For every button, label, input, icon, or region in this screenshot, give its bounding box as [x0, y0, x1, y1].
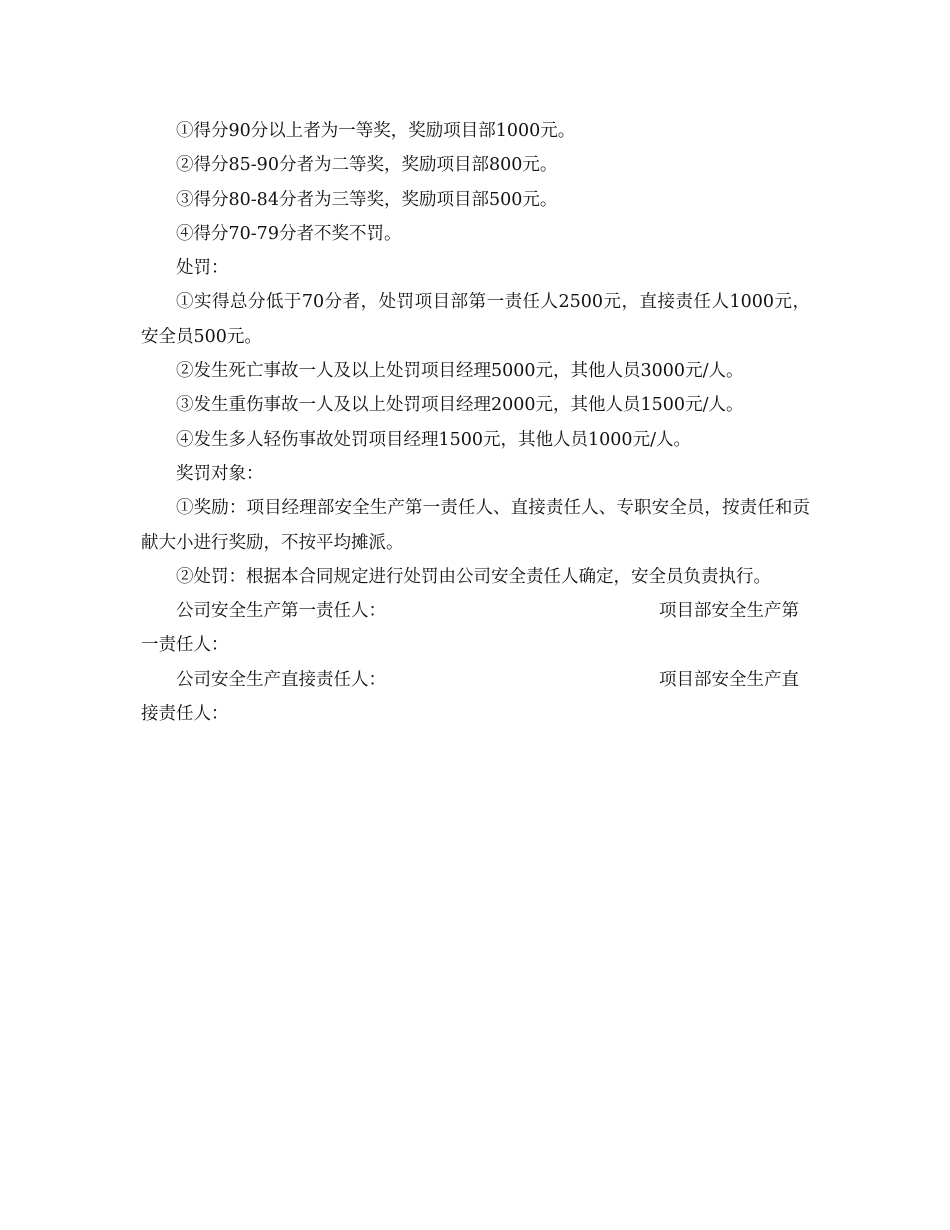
project-direct-responsible-label: 项目部安全生产直接责任人：	[141, 669, 799, 725]
paragraph-second-prize: ②得分85-90分者为二等奖，奖励项目部800元。	[176, 155, 558, 176]
section-heading-penalty: 处罚：	[176, 258, 229, 279]
paragraph-penalty-execution: ②处罚：根据本合同规定进行处罚由公司安全责任人确定，安全员负责执行。	[176, 566, 771, 587]
signature-line-first-responsible	[141, 594, 810, 663]
paragraph-third-prize: ③得分80-84分者为三等奖，奖励项目部500元。	[176, 189, 558, 210]
paragraph-penalty-minor-injury: ④发生多人轻伤事故处罚项目经理1500元，其他人员1000元/人。	[176, 429, 691, 450]
paragraph-no-reward: ④得分70-79分者不奖不罚。	[176, 223, 402, 244]
section-heading-targets: 奖罚对象：	[176, 463, 264, 484]
paragraph-first-prize: ①得分90分以上者为一等奖，奖励项目部1000元。	[176, 121, 576, 141]
company-first-responsible-label: 公司安全生产第一责任人：	[176, 601, 386, 622]
paragraph-penalty-low-score: ①实得总分低于70分者，处罚项目部第一责任人2500元，直接责任人1000元，安全员500元。	[141, 292, 810, 347]
paragraph-reward-targets: ①奖励：项目经理部安全生产第一责任人、直接责任人、专职安全员，按责任和贡献大小进行奖励，不按平均摊派。	[141, 498, 810, 553]
signature-line-direct-responsible	[141, 663, 810, 732]
paragraph-penalty-death: ②发生死亡事故一人及以上处罚项目经理5000元，其他人员3000元/人。	[176, 361, 744, 382]
document-body	[141, 114, 810, 731]
paragraph-penalty-serious-injury: ③发生重伤事故一人及以上处罚项目经理2000元，其他人员1500元/人。	[176, 395, 744, 416]
project-first-responsible-label: 项目部安全生产第一责任人：	[141, 601, 799, 656]
company-direct-responsible-label: 公司安全生产直接责任人：	[176, 669, 386, 690]
